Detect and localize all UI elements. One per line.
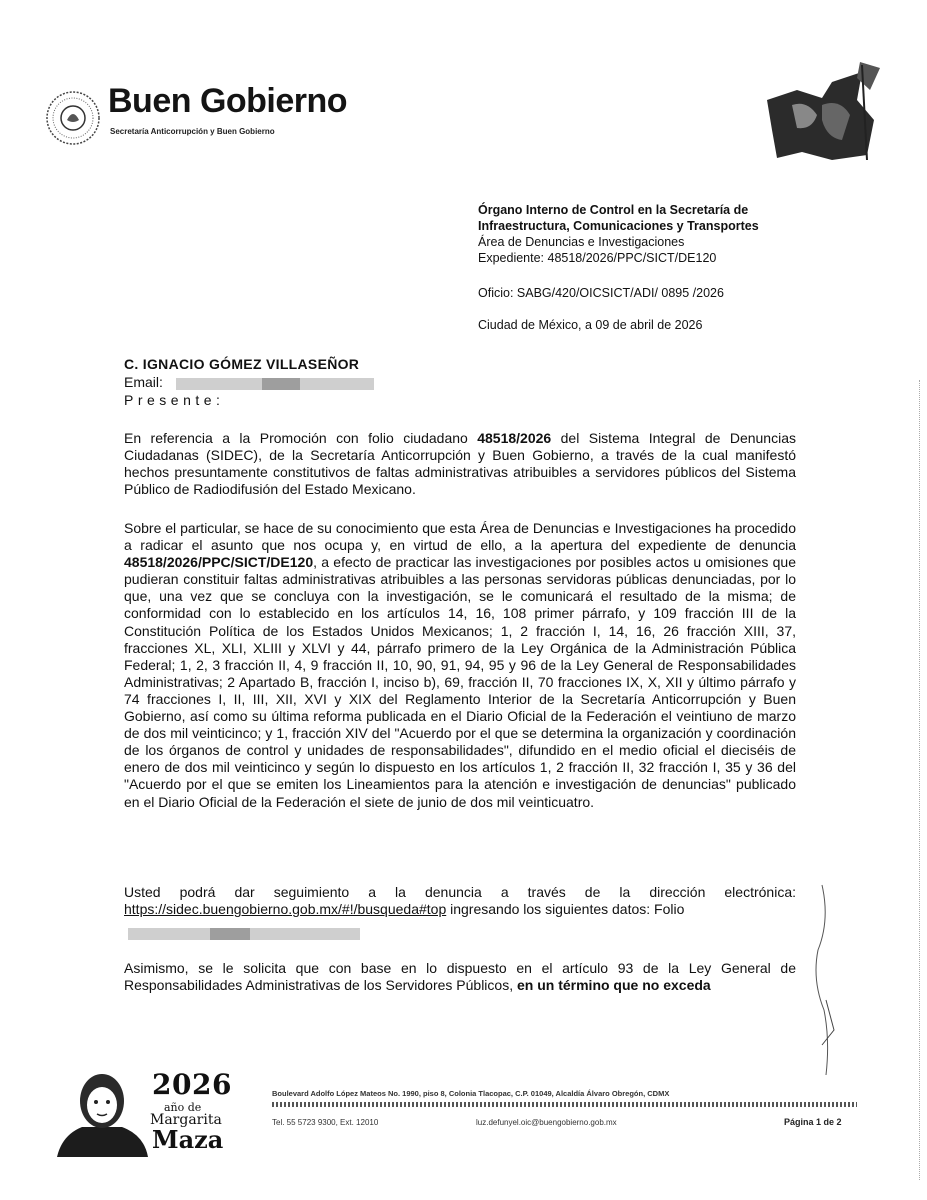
paragraph-asimismo: Asimismo, se le solicita que con base en lo dispuesto en el artículo 93 de la Ley General de Responsabilidades Administrativas de los Servidores Públicos, en un término que no exceda [124,960,796,994]
paragraph-seguimiento: Usted podrá dar seguimiento a la denuncia a través de la dirección electrónica: https://sidec.buengobierno.gob.mx/#!/busqueda#top ingresando los siguientes datos: Folio [124,884,796,918]
footer-address: Boulevard Adolfo López Mateos No. 1990, piso 8, Colonia Tlacopac, C.P. 01049, Alcaldía Álvaro Obregón, CDMX [272,1089,670,1098]
footer-email: luz.defunyel.oic@buengobierno.gob.mx [476,1118,617,1127]
paragraph-particular: Sobre el particular, se hace de su conocimiento que esta Área de Denuncias e Investigaciones ha procedido a radicar el asunto que nos ocupa y, en virtud de ello, a la apertura del expediente de denuncia 48518/2026/PPC/SICT/DE120, a efecto de practicar las investigaciones por posibles actos u omisiones que pudieran constituir faltas administrativas atribuibles a las personas servidoras públicas denunciadas, por lo que, una vez que se concluya con la investigación, se le comunicará el resultado de la misma; de conformidad con lo establecido en los artículos 14, 16, 108 primer párrafo, y 109 fracción III de la Constitución Política de los Estados Unidos Mexicanos; 1, 2 fracción I, 14, 16, 26 fracción XIII, 37, fracciones XL, XLI, XLIII y XLVI y 44, párrafo primero de la Ley Orgánica de la Administración Pública Federal; 1, 2, 3 fracción II, 4, 9 fracción II, 10, 90, 91, 94, 95 y 96 de la Ley General de Responsabilidades Administrativas; 2 Apartado B, fracción I, inciso b), 69, fracción II, 70 fracciones IX, X, XII y último párrafo y 74 fracciones I, II, III, XII, XVI y XIX del Reglamento Interior de la Secretaría Anticorrupción y Buen Gobierno, así como su última reforma publicada en el Diario Oficial de la Federación el veintiuno de marzo de dos mil veinticinco; y 1, fracción XIV del "Acuerdo por el que se determina la organización y coordinación de los órganos de control y unidades de responsabilidades", difundido en el medio oficial el dieciséis de enero de dos mil veinticinco y según lo dispuesto en los artículos 1, 2 fracción II, 32 fracción I, 35 y 36 del "Acuerdo por el que se emiten los Lineamientos para la atención e investigación de denuncias" publicado en el Diario Oficial de la Federación el siete de junio de dos mil veinticuatro. [124,520,796,810]
footer-phone: Tel. 55 5723 9300, Ext. 12010 [272,1118,379,1127]
presente-label: Presente: [124,392,225,408]
commemorative-ano-de: año de [164,1101,202,1114]
government-seal-icon [45,90,101,146]
redacted-folio-segment [210,928,250,940]
brand-subtitle: Secretaría Anticorrupción y Buen Gobierno [110,127,275,136]
sidec-link[interactable]: https://sidec.buengobierno.gob.mx/#!/busqueda#top [124,901,447,918]
email-label: Email: [124,374,163,390]
office-line-1: Órgano Interno de Control en la Secretaría de [478,203,749,217]
office-block [478,202,818,266]
office-area: Área de Denuncias e Investigaciones [478,235,685,249]
commemorative-margarita: Margarita [150,1112,222,1128]
commemorative-year: 2026 [152,1068,232,1101]
page-number: Página 1 de 2 [784,1117,842,1127]
document-date: Ciudad de México, a 09 de abril de 2026 [478,318,703,332]
oficio-number: Oficio: SABG/420/OICSICT/ADI/ 0895 /2026 [478,286,724,300]
expediente: Expediente: 48518/2026/PPC/SICT/DE120 [478,251,717,265]
footer-divider [272,1102,857,1107]
redacted-email-segment [262,378,300,390]
flag-emblem-icon [762,60,882,170]
addressee-name: C. IGNACIO GÓMEZ VILLASEÑOR [124,356,360,372]
office-line-2: Infraestructura, Comunicaciones y Transportes [478,219,759,233]
scan-edge-line [919,380,922,1180]
signature-scribble [800,880,850,1080]
paragraph-reference: En referencia a la Promoción con folio ciudadano 48518/2026 del Sistema Integral de Denuncias Ciudadanas (SIDEC), de la Secretaría Anticorrupción y Buen Gobierno, a través de la cual manifestó hechos presuntamente constitutivos de faltas administrativas atribuibles a servidores públicos del Sistema Público de Radiodifusión del Estado Mexicano. [124,430,796,498]
margarita-maza-portrait-icon [52,1065,152,1160]
commemorative-maza: Maza [152,1125,224,1154]
brand-title: Buen Gobierno [108,82,348,120]
